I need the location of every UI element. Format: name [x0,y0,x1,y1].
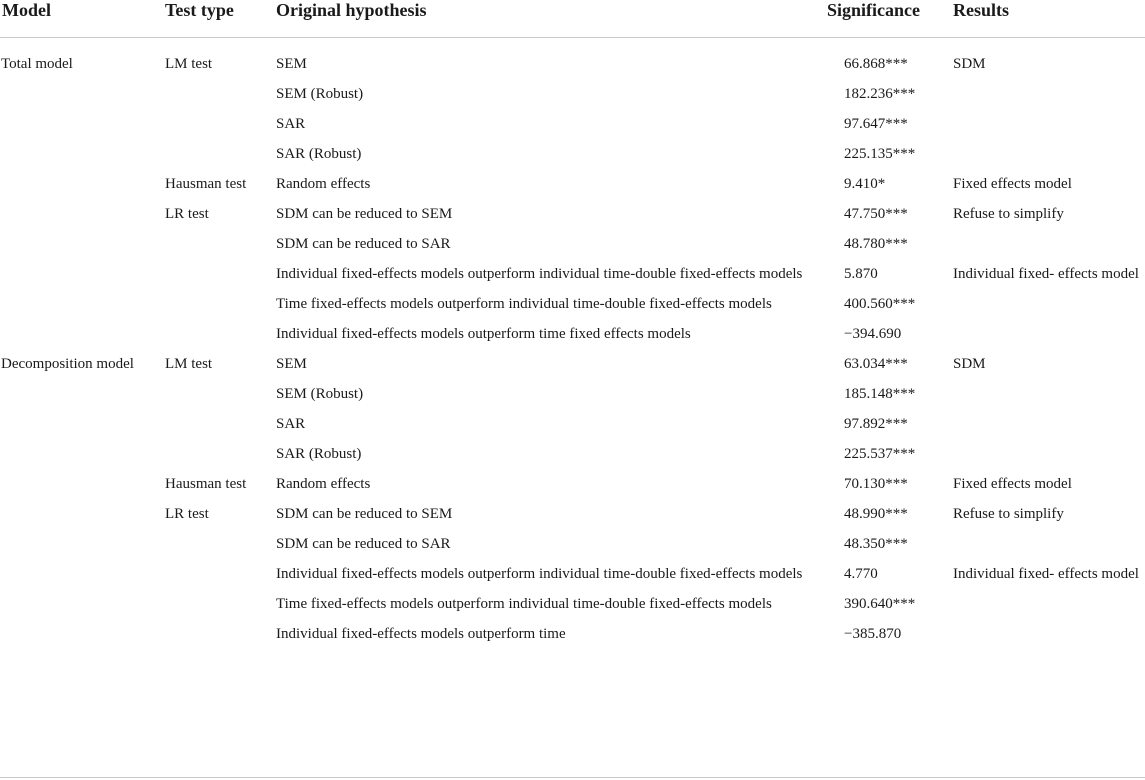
cell-test-type [165,80,276,110]
cell-significance: 185.148*** [844,386,916,402]
cell-result [953,230,1145,260]
cell-model [0,620,165,651]
cell-model [0,500,165,530]
cell-result [953,110,1145,140]
cell-test-type: LM test [165,356,213,372]
cell-hypothesis: Individual fixed-effects models outperform individual time-double fixed-effects models [276,266,803,282]
header-hypothesis: Original hypothesis [276,0,827,38]
cell-test-type: Hausman test [165,176,247,192]
cell-model [0,170,165,200]
cell-hypothesis: Random effects [276,476,371,492]
cell-hypothesis: SAR (Robust) [276,146,362,162]
cell-result: Refuse to simplify [953,506,1064,522]
table-row [0,590,1145,620]
cell-result [953,380,1145,410]
cell-significance: 48.350*** [844,536,908,552]
cell-significance: 400.560*** [844,296,916,312]
cell-model: Decomposition model [1,356,134,372]
cell-test-type: LM test [165,56,213,72]
table-row [0,170,1145,200]
table-bottom-rule [0,777,1145,778]
cell-test-type [165,560,276,590]
cell-result [953,440,1145,470]
table-header [0,0,1145,38]
cell-model [0,560,165,590]
cell-hypothesis: SEM (Robust) [276,86,364,102]
cell-model [0,200,165,230]
cell-hypothesis: SEM (Robust) [276,386,364,402]
table-row [0,260,1145,290]
cell-significance: 390.640*** [844,596,916,612]
cell-hypothesis: SDM can be reduced to SEM [276,206,453,222]
table-row [0,110,1145,140]
cell-significance: 97.647*** [844,116,908,132]
cell-result: Fixed effects model [953,176,1072,192]
cell-hypothesis: Time fixed-effects models outperform individual time-double fixed-effects models [276,596,772,612]
cell-significance: 48.780*** [844,236,908,252]
header-significance: Significance [827,0,953,38]
cell-model [0,410,165,440]
cell-test-type [165,230,276,260]
cell-result [953,320,1145,350]
cell-hypothesis: SEM [276,56,307,72]
cell-significance: 47.750*** [844,206,908,222]
cell-significance: 97.892*** [844,416,908,432]
table-row [0,230,1145,260]
cell-model [0,230,165,260]
table-row [0,470,1145,500]
cell-hypothesis: SAR [276,116,306,132]
table-row [0,530,1145,560]
cell-test-type: Hausman test [165,476,247,492]
cell-result [953,290,1145,320]
cell-hypothesis: Individual fixed-effects models outperform time [276,626,566,642]
cell-hypothesis: SAR (Robust) [276,446,362,462]
table-row [0,380,1145,410]
cell-significance: 48.990*** [844,506,908,522]
header-test-type: Test type [165,0,276,38]
cell-model [0,260,165,290]
cell-hypothesis: SDM can be reduced to SAR [276,536,451,552]
cell-significance: 4.770 [844,566,878,582]
cell-significance: 225.537*** [844,446,916,462]
cell-test-type [165,290,276,320]
cell-test-type [165,320,276,350]
cell-hypothesis: SAR [276,416,306,432]
cell-result: Refuse to simplify [953,206,1064,222]
cell-hypothesis: Individual fixed-effects models outperform individual time-double fixed-effects models [276,566,803,582]
table-row [0,38,1145,81]
cell-test-type: LR test [165,206,209,222]
cell-test-type: LR test [165,506,209,522]
table-row [0,80,1145,110]
cell-test-type [165,140,276,170]
cell-significance: 5.870 [844,266,878,282]
header-model: Model [0,0,165,38]
table-row [0,200,1145,230]
cell-test-type [165,440,276,470]
cell-test-type [165,590,276,620]
cell-result [953,410,1145,440]
cell-result [953,620,1145,651]
table-row [0,140,1145,170]
cell-model [0,590,165,620]
table-row [0,440,1145,470]
cell-significance: 225.135*** [844,146,916,162]
cell-model [0,80,165,110]
cell-model [0,290,165,320]
cell-result: SDM [953,56,986,72]
cell-model: Total model [1,56,73,72]
cell-model [0,380,165,410]
cell-result: Individual fixed- effects model [953,566,1139,582]
cell-hypothesis: SEM [276,356,307,372]
cell-result [953,590,1145,620]
cell-test-type [165,110,276,140]
cell-model [0,320,165,350]
cell-test-type [165,530,276,560]
cell-significance: −385.870 [844,626,902,642]
cell-significance: 182.236*** [844,86,916,102]
cell-test-type [165,380,276,410]
table-row [0,410,1145,440]
cell-significance: 63.034*** [844,356,908,372]
cell-hypothesis: SDM can be reduced to SAR [276,236,451,252]
table-row [0,560,1145,590]
cell-significance: 9.410* [844,176,886,192]
header-row [0,0,1145,38]
cell-result: Fixed effects model [953,476,1072,492]
cell-model [0,440,165,470]
cell-result [953,80,1145,110]
cell-result [953,530,1145,560]
cell-hypothesis: SDM can be reduced to SEM [276,506,453,522]
table-row [0,320,1145,350]
cell-model [0,530,165,560]
cell-test-type [165,260,276,290]
cell-result [953,140,1145,170]
cell-hypothesis: Random effects [276,176,371,192]
cell-significance: 66.868*** [844,56,908,72]
cell-test-type [165,620,276,651]
table-body [0,38,1145,652]
table-row [0,500,1145,530]
table-row [0,290,1145,320]
cell-significance: −394.690 [844,326,902,342]
table-row [0,620,1145,651]
cell-test-type [165,410,276,440]
table-row [0,350,1145,380]
cell-result: Individual fixed- effects model [953,266,1139,282]
cell-hypothesis: Individual fixed-effects models outperform time fixed effects models [276,326,691,342]
cell-significance: 70.130*** [844,476,908,492]
header-results: Results [953,0,1145,38]
cell-model [0,110,165,140]
cell-model [0,140,165,170]
cell-result: SDM [953,356,986,372]
cell-hypothesis: Time fixed-effects models outperform individual time-double fixed-effects models [276,296,772,312]
cell-model [0,470,165,500]
